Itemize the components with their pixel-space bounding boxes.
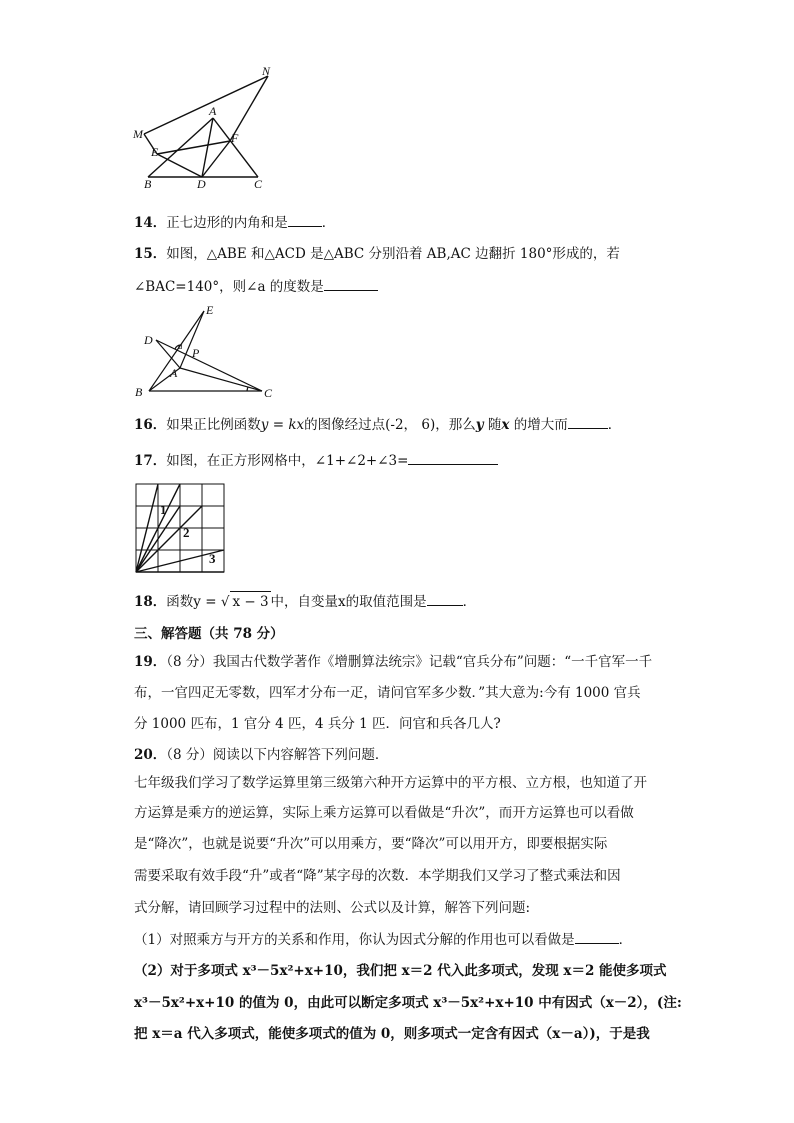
- question-20-line-3: 方运算是乘方的逆运算，实际上乘方运算可以看做是“升次”，而开方运算也可以看做: [134, 805, 634, 821]
- question-20-line-5: 需要采取有效手段“升”或者“降”某字母的次数．本学期我们又学习了整式乘法和因: [134, 868, 621, 884]
- question-20-line-6: 式分解，请回顾学习过程中的法则、公式以及计算，解答下列问题:: [134, 900, 531, 916]
- angle-label-3: 3: [209, 551, 216, 566]
- question-18: 18．函数y = √ x − 3 中，自变量x的取值范围是 ．: [134, 591, 774, 612]
- label-angle-a: a: [178, 341, 183, 351]
- label-N: N: [262, 64, 271, 78]
- question-20-line-10: 把 x＝a 代入多项式，能使多项式的值为 0，则多项式一定含有因式（x－a）)，于是我: [134, 1026, 650, 1042]
- question-20-line-4: 是“降次”，也就是说要“升次”可以用乘方，要“降次”可以用开方，即要根据实际: [134, 836, 608, 852]
- question-19-line-3: 分 1000 匹布，1 官分 4 匹，4 兵分 1 匹．问官和兵各几人?: [134, 716, 501, 732]
- label-E: E: [206, 303, 214, 317]
- label-A: A: [170, 366, 178, 380]
- question-14: 14．正七边形的内角和是 ．: [134, 212, 774, 233]
- answer-blank-18[interactable]: [427, 591, 463, 606]
- question-20-line-2: 七年级我们学习了数学运算里第三级第六种开方运算中的平方根、立方根，也知道了开: [134, 775, 647, 791]
- question-16: 16．如果正比例函数y = kx的图像经过点(-2， 6)，那么y 随x 的增大而 ．: [134, 414, 774, 435]
- label-M: M: [133, 127, 143, 141]
- question-15-line-1: 15．如图，△ABE 和△ACD 是△ABC 分别沿着 AB,AC 边翻折 180°形成的，若: [134, 246, 620, 262]
- question-19-line-1: 19．（8 分）我国古代数学著作《增删算法统宗》记载“官兵分布”问题：“一千官军一千: [134, 654, 653, 670]
- label-A: A: [209, 104, 217, 118]
- question-17: 17．如图，在正方形网格中，∠1+∠2+∠3=: [134, 450, 774, 471]
- label-B: B: [144, 177, 152, 191]
- label-P: P: [192, 346, 200, 360]
- question-20-line-7: （1）对照乘方与开方的关系和作用，你认为因式分解的作用也可以看做是 ．: [134, 929, 774, 950]
- question-20-line-1: 20．（8 分）阅读以下内容解答下列问题．: [134, 747, 389, 763]
- label-B: B: [135, 385, 143, 399]
- label-C: C: [264, 386, 273, 400]
- answer-blank-20-1[interactable]: [575, 929, 619, 944]
- fold-triangle-figure: [134, 303, 284, 403]
- label-E: E: [151, 145, 159, 159]
- label-F: F: [231, 131, 239, 145]
- triangle-figure-mn: [130, 62, 280, 192]
- answer-blank-14[interactable]: [288, 212, 322, 227]
- angle-label-2: 2: [183, 525, 190, 540]
- angle-label-1: 1: [160, 502, 167, 517]
- label-D: D: [197, 177, 206, 191]
- question-19-line-2: 布，一官四疋无零数，四军才分布一疋，请问官军多少数．”其大意为:今有 1000 官兵: [134, 685, 641, 701]
- question-15-line-2: ∠BAC=140°，则∠a 的度数是: [134, 276, 774, 297]
- square-grid-figure: [134, 482, 228, 576]
- answer-blank-15[interactable]: [324, 276, 378, 291]
- radical-sign: √: [220, 594, 230, 610]
- label-D: D: [144, 333, 153, 347]
- section-heading: 三、解答题（共 78 分）: [134, 626, 284, 642]
- answer-blank-16[interactable]: [568, 414, 608, 429]
- label-C: C: [254, 177, 263, 191]
- question-20-line-9: x³－5x²+x+10 的值为 0，由此可以断定多项式 x³－5x²+x+10 中有因式（x－2），(注:: [134, 995, 682, 1011]
- answer-blank-17[interactable]: [408, 450, 498, 465]
- question-20-line-8: （2）对于多项式 x³－5x²+x+10，我们把 x＝2 代入此多项式，发现 x＝2 能使多项式: [134, 963, 667, 979]
